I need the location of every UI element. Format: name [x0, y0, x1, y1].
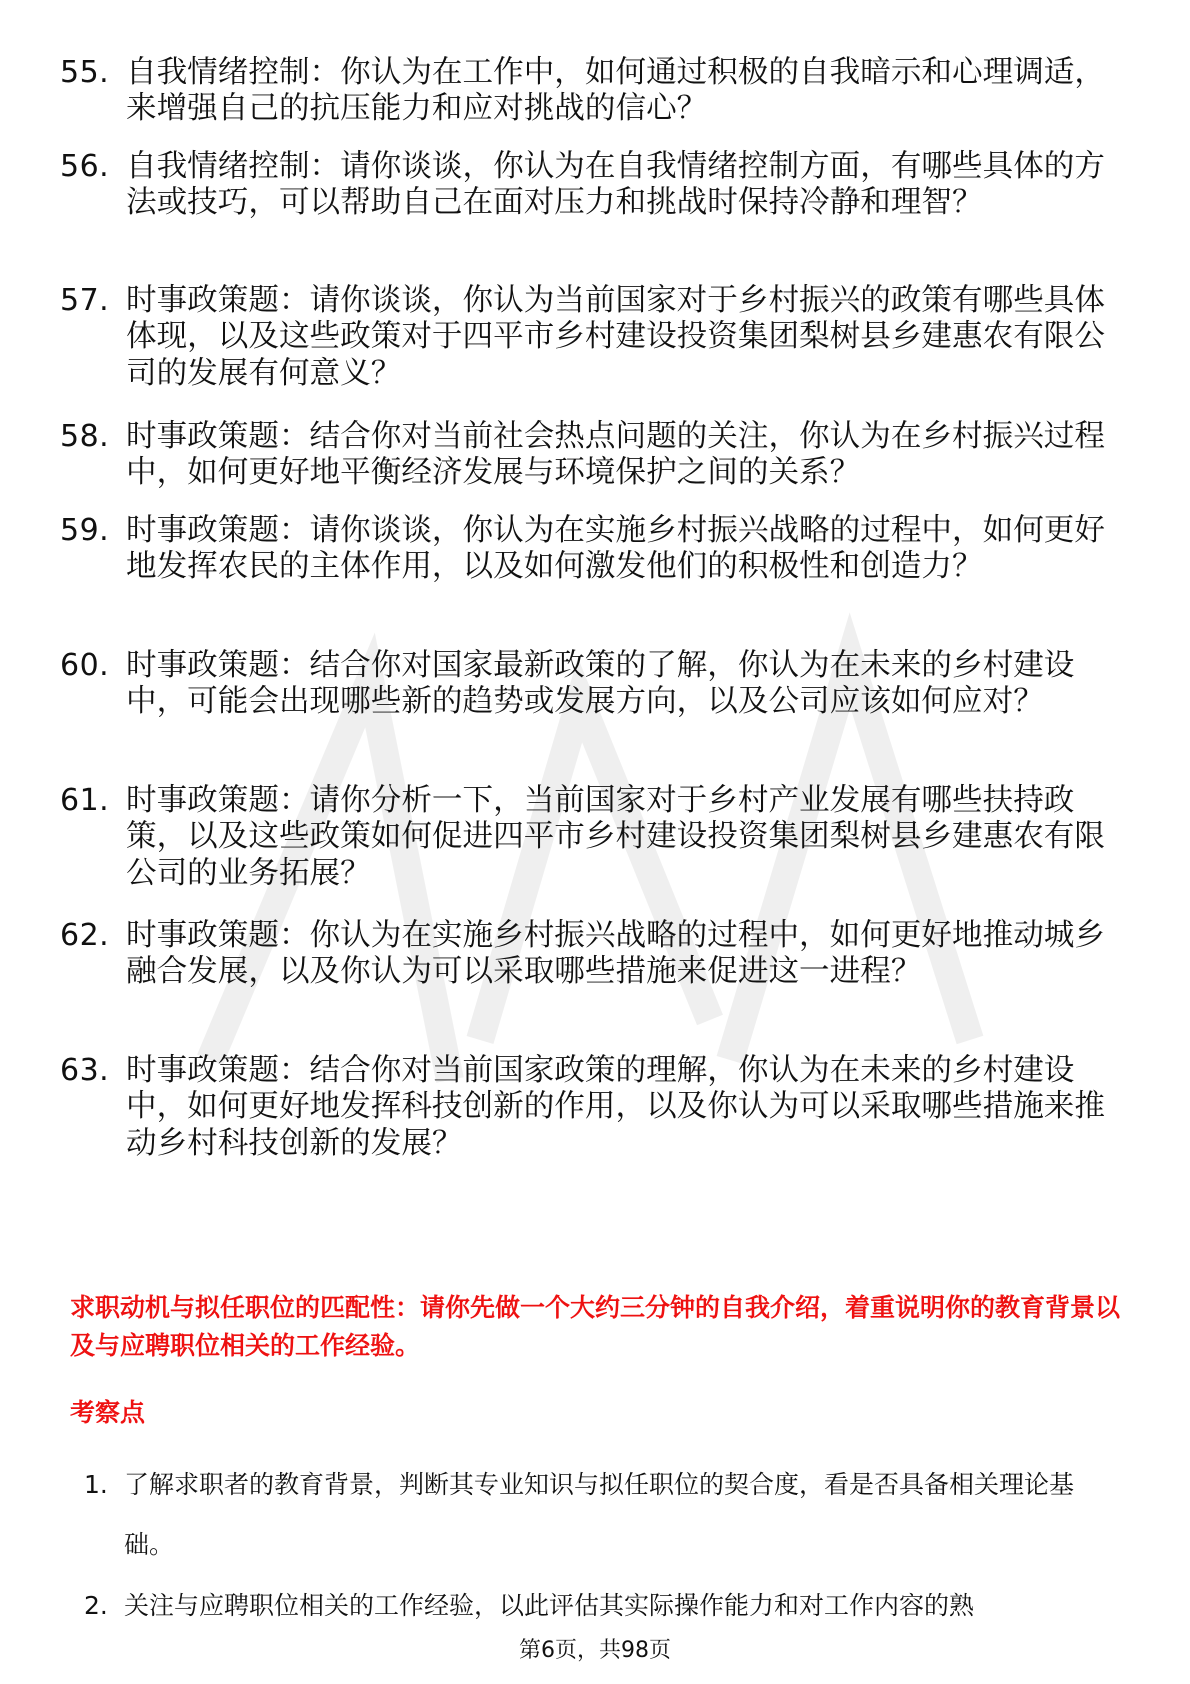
question-number: 56.: [60, 149, 110, 184]
question-text: 时事政策题：结合你对当前社会热点问题的关注，你认为在乡村振兴过程中，如何更好地平衡经济发展与环境保护之间的关系？: [126, 419, 1105, 491]
question-number: 61.: [60, 783, 110, 818]
question-number: 59.: [60, 513, 110, 548]
question-number: 55.: [60, 55, 110, 90]
question-text: 自我情绪控制：你认为在工作中，如何通过积极的自我暗示和心理调适，来增强自己的抗压能力和应对挑战的信心？: [126, 55, 1105, 127]
question-text: 时事政策题：结合你对当前国家政策的理解，你认为在未来的乡村建设中，如何更好地发挥科技创新的作用，以及你认为可以采取哪些措施来推动乡村科技创新的发展？: [126, 1053, 1105, 1161]
question-number: 57.: [60, 283, 110, 318]
question-text: 时事政策题：你认为在实施乡村振兴战略的过程中，如何更好地推动城乡融合发展，以及你认为可以采取哪些措施来促进这一进程？: [126, 918, 1105, 990]
question-text: 自我情绪控制：请你谈谈，你认为在自我情绪控制方面，有哪些具体的方法或技巧，可以帮助自己在面对压力和挑战时保持冷静和理智？: [126, 149, 1105, 221]
question-number: 60.: [60, 648, 110, 683]
list-item-number: 1.: [84, 1470, 108, 1499]
intro-question: 求职动机与拟任职位的匹配性：请你先做一个大约三分钟的自我介绍，着重说明你的教育背景以及与应聘职位相关的工作经验。: [70, 1293, 1121, 1360]
question-text: 时事政策题：请你谈谈，你认为当前国家对于乡村振兴的政策有哪些具体体现，以及这些政策对于四平市乡村建设投资集团梨树县乡建惠农有限公司的发展有何意义？: [126, 283, 1105, 391]
question-text: 时事政策题：请你谈谈，你认为在实施乡村振兴战略的过程中，如何更好地发挥农民的主体作用，以及如何激发他们的积极性和创造力？: [126, 513, 1105, 585]
list-item-text: 了解求职者的教育背景，判断其专业知识与拟任职位的契合度，看是否具备相关理论基础。: [124, 1470, 1075, 1559]
list-item-number: 2.: [84, 1591, 108, 1620]
list-item-text: 关注与应聘职位相关的工作经验，以此评估其实际操作能力和对工作内容的熟: [124, 1591, 975, 1620]
question-number: 62.: [60, 918, 110, 953]
page-footer: 第6页，共98页: [519, 1638, 671, 1663]
question-text: 时事政策题：请你分析一下，当前国家对于乡村产业发展有哪些扶持政策，以及这些政策如何促进四平市乡村建设投资集团梨树县乡建惠农有限公司的业务拓展？: [126, 783, 1105, 891]
question-number: 63.: [60, 1053, 110, 1088]
section-title: 考察点: [70, 1398, 146, 1427]
question-number: 58.: [60, 419, 110, 454]
question-text: 时事政策题：结合你对国家最新政策的了解，你认为在未来的乡村建设中，可能会出现哪些新的趋势或发展方向，以及公司应该如何应对？: [126, 648, 1075, 720]
